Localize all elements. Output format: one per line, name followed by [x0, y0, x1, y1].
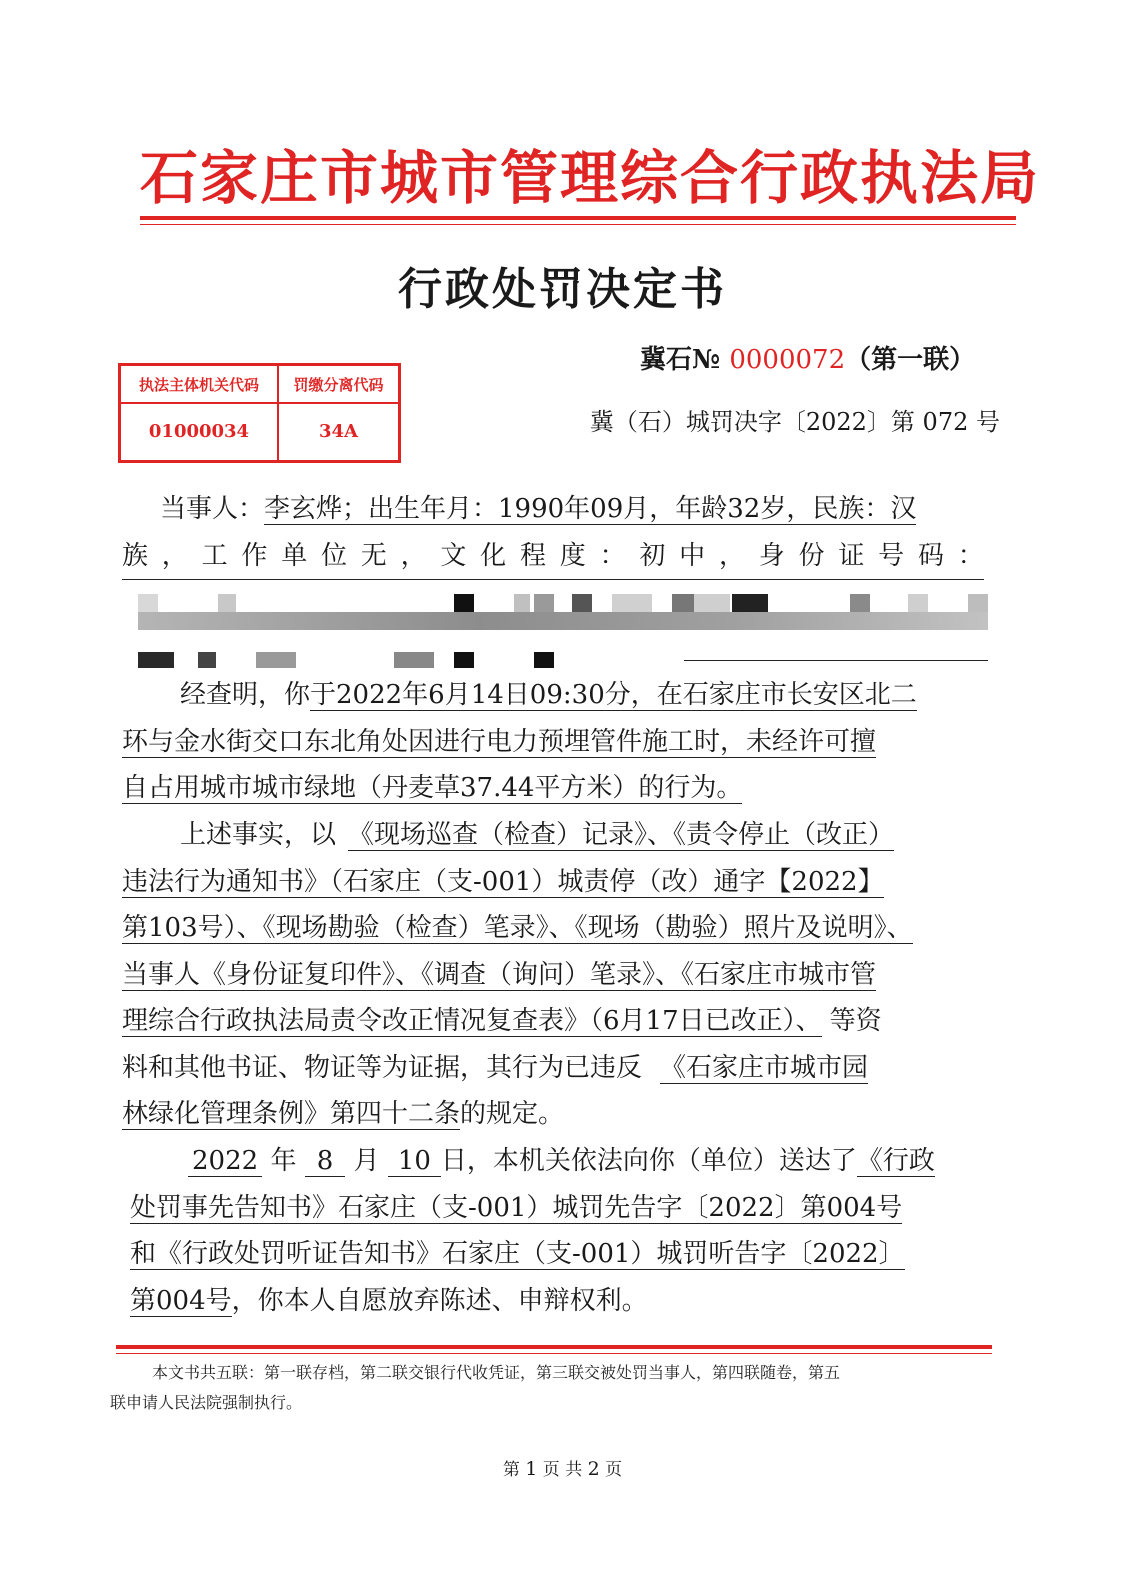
footnote-line-2: 联申请人民法院强制执行。	[110, 1393, 303, 1412]
findings-line-1	[122, 672, 984, 719]
notice-line-3	[130, 1231, 986, 1278]
party-section	[122, 486, 984, 580]
party-char: 程	[519, 540, 546, 571]
findings-line-2	[122, 719, 984, 766]
enforcement-agency-code-label: 执法主体机关代码	[121, 366, 279, 404]
party-char: ：	[599, 540, 626, 571]
serial-copy: （第一联）	[845, 345, 976, 375]
serial-number	[640, 340, 1000, 380]
document-number: 冀（石）城罚决字〔2022〕第 072 号	[589, 408, 1000, 436]
party-char: 文	[440, 540, 467, 571]
evidence-text: 《现场巡查（检查）记录》、《责令停止（改正）	[348, 820, 895, 850]
enforcement-agency-code: 01000034	[121, 404, 279, 460]
party-char: 号	[878, 540, 905, 571]
evidence-line-5	[122, 998, 984, 1045]
pager-text: 第	[502, 1460, 520, 1480]
header-rule-thin	[140, 224, 1016, 225]
evidence-text: 林绿化管理条例》第四十二条	[122, 1099, 461, 1129]
party-details: 李玄烨；出生年月：1990年09月，年龄32岁，民族：汉	[264, 494, 917, 524]
footer-rule-thin	[116, 1353, 992, 1354]
findings-text: 自占用城市城市绿地（丹麦草37.44平方米）的行为。	[122, 773, 743, 803]
page-total: 2	[587, 1458, 600, 1480]
evidence-section	[122, 812, 984, 1138]
evidence-text: 第103号）、《现场勘验（检查）笔录》、《现场（勘验）照片及说明》、	[122, 913, 913, 943]
evidence-line-4	[122, 952, 984, 999]
evidence-line-2	[122, 859, 984, 906]
copies-footnote	[110, 1358, 990, 1418]
party-char: 初	[639, 540, 666, 571]
penalty-separation-code: 34A	[318, 421, 358, 442]
notice-day-unit: 日，本机关依法向你（单位）送达了	[440, 1146, 857, 1176]
party-char: 作	[241, 540, 268, 571]
party-char: 身	[758, 540, 785, 571]
evidence-line-1	[122, 812, 984, 859]
serial-prefix: 冀石№	[640, 345, 721, 375]
serial-value: 0000072	[729, 345, 846, 375]
id-number-redaction	[138, 590, 988, 670]
notice-text: 第004号	[130, 1285, 232, 1316]
notice-text: ，你本人自愿放弃陈述、申辩权利。	[231, 1285, 648, 1316]
notice-day: 10	[388, 1146, 441, 1177]
agency-header: 石家庄市城市管理综合行政执法局	[140, 144, 1041, 212]
evidence-text: 等资	[829, 1006, 882, 1036]
document-title: 行政处罚决定书	[398, 264, 727, 315]
party-line-1	[122, 486, 984, 533]
evidence-line-6	[122, 1045, 984, 1092]
code-table	[118, 363, 401, 463]
party-char: 证	[838, 540, 865, 571]
party-line-2	[122, 533, 984, 581]
findings-text: 于2022年6月14日09:30分，在石家庄市长安区北二	[310, 680, 917, 710]
notice-section	[130, 1138, 986, 1324]
party-char: 族	[122, 540, 149, 571]
evidence-line-7	[122, 1091, 984, 1138]
footnote-line-1: 本文书共五联：第一联存档，第二联交银行代收凭证，第三联交被处罚当事人，第四联随卷，第五	[152, 1363, 841, 1382]
party-char: 码	[917, 540, 944, 571]
findings-text: 环与金水街交口东北角处因进行电力预埋管件施工时，未经许可擅	[122, 726, 877, 757]
evidence-text: 《石家庄市城市园	[660, 1052, 869, 1083]
notice-year-unit: 年	[270, 1146, 297, 1176]
party-char: ，	[400, 540, 427, 571]
notice-month-unit: 月	[353, 1146, 380, 1176]
party-char: 中	[679, 540, 706, 571]
party-char: 份	[798, 540, 825, 571]
party-label: 当事人：	[160, 494, 265, 524]
notice-text: 和《行政处罚听证告知书》石家庄（支-001）城罚听告字〔2022〕	[130, 1239, 905, 1269]
notice-text: 《行政	[856, 1146, 935, 1176]
evidence-text: 违法行为通知书》（石家庄（支-001）城责停（改）通字【2022】	[122, 866, 884, 897]
page-counter	[0, 1456, 1125, 1483]
header-rule-thick	[140, 216, 1016, 220]
page-number: 1	[525, 1458, 538, 1480]
evidence-text: 当事人《身份证复印件》、《调查（询问）笔录》、《石家庄市城市管	[122, 959, 877, 990]
party-char: 单	[281, 540, 308, 571]
party-char: 无	[360, 540, 387, 571]
evidence-lead: 上述事实，以	[180, 820, 337, 850]
findings-section	[122, 672, 984, 812]
party-char: 化	[480, 540, 507, 571]
pager-text: 页	[605, 1460, 623, 1480]
evidence-line-3	[122, 905, 984, 952]
party-char: ，	[161, 540, 188, 571]
notice-text: 处罚事先告知书》石家庄（支-001）城罚先告字〔2022〕第004号	[130, 1192, 903, 1223]
penalty-separation-code-label: 罚缴分离代码	[279, 366, 398, 404]
pager-text: 页 共	[542, 1460, 583, 1480]
notice-year: 2022	[188, 1146, 262, 1177]
notice-line-1	[130, 1138, 986, 1185]
footer-rule-thick	[116, 1345, 992, 1349]
party-char: 度	[559, 540, 586, 571]
evidence-text: 料和其他书证、物证等为证据，其行为已违反	[122, 1052, 643, 1083]
evidence-text: 的规定。	[460, 1099, 565, 1129]
evidence-text: 理综合行政执法局责令改正情况复查表》（6月17日已改正）、	[122, 1006, 822, 1036]
notice-line-2	[130, 1185, 986, 1232]
party-char: ，	[718, 540, 745, 571]
notice-month: 8	[305, 1146, 346, 1177]
party-char: 位	[320, 540, 347, 571]
notice-line-4	[130, 1278, 986, 1325]
party-char: 工	[201, 540, 228, 571]
findings-lead: 经查明，你	[180, 680, 311, 710]
party-char: ：	[957, 540, 984, 571]
findings-line-3	[122, 765, 984, 812]
